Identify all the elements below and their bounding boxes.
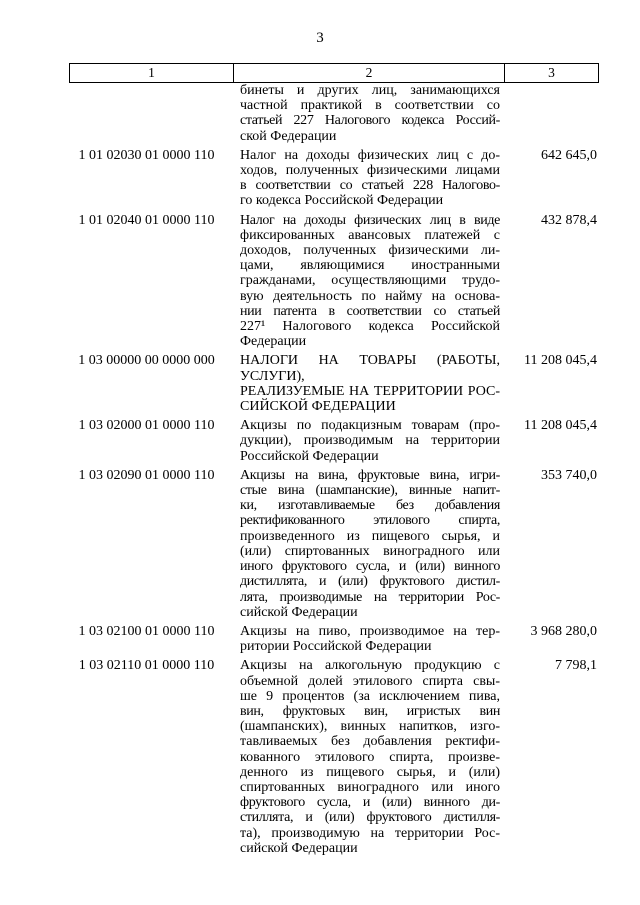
budget-code: 1 01 02040 01 0000 110 xyxy=(78,212,215,228)
description-line: гражданами, осуществляющими трудо- xyxy=(240,273,500,289)
amount-value: 642 645,0 xyxy=(541,147,597,163)
description-line: НАЛОГИ НА ТОВАРЫ (РАБОТЫ, УСЛУГИ), xyxy=(240,353,500,384)
income-description xyxy=(232,418,503,464)
description-line: Налог на доходы физических лиц в виде xyxy=(240,212,500,228)
description-line: (шампанских), винных напитков, изго- xyxy=(240,719,500,735)
description-line: фиксированных авансовых платежей с xyxy=(240,227,500,243)
table-row xyxy=(69,658,599,856)
description-line: го кодекса Российской Федерации xyxy=(240,193,444,209)
budget-code: 1 03 02110 01 0000 110 xyxy=(78,658,215,674)
description-line: стиллята, и (или) фруктового дистилля- xyxy=(240,810,500,826)
description-line: цами, являющимися иностранными xyxy=(240,258,500,274)
description-line: СИЙСКОЙ ФЕДЕРАЦИИ xyxy=(240,399,396,415)
description-line: кованного этилового спирта, произве- xyxy=(240,749,500,765)
budget-code: 1 03 02000 01 0000 110 xyxy=(78,418,215,434)
description-line: частной практикой в соответствии со xyxy=(240,98,500,114)
table-row xyxy=(69,213,599,350)
amount-value: 3 968 280,0 xyxy=(530,623,597,639)
amount-value: 353 740,0 xyxy=(541,467,597,483)
budget-code: 1 03 02100 01 0000 110 xyxy=(78,623,215,639)
description-line: вую деятельность по найму на основа- xyxy=(240,288,500,304)
budget-code: 1 03 02090 01 0000 110 xyxy=(78,467,215,483)
description-line: (или) спиртованных виноградного или xyxy=(240,543,500,559)
column-header-2: 2 xyxy=(234,64,505,82)
description-line: Налог на доходы физических лиц с до- xyxy=(240,147,500,163)
description-line: бинеты и других лиц, занимающихся xyxy=(240,83,500,98)
description-line: статьей 227 Налогового кодекса Россий- xyxy=(240,113,500,129)
description-line: вин, фруктовых вин, игристых вин xyxy=(240,703,500,719)
table-row xyxy=(69,624,599,654)
description-line: сийской Федерации xyxy=(240,604,358,620)
description-line: фруктового сусла, и (или) винного ди- xyxy=(240,795,500,811)
column-header-3: 3 xyxy=(548,65,555,80)
amount-value: 7 798,1 xyxy=(555,658,597,674)
description-line: ше 9 процентов (за исключением пива, xyxy=(240,688,500,704)
description-line: дукции), производимым на территории xyxy=(240,433,500,449)
amount-value: 11 208 045,4 xyxy=(524,418,597,434)
description-line: Российской Федерации xyxy=(240,448,379,464)
description-line: РЕАЛИЗУЕМЫЕ НА ТЕРРИТОРИИ РОС- xyxy=(240,383,500,399)
table-row xyxy=(69,418,599,464)
description-line: денного из пищевого сырья, и (или) xyxy=(240,764,500,780)
description-line: Акцизы на вина, фруктовые вина, игри- xyxy=(240,467,500,483)
income-description xyxy=(232,83,503,144)
amount-value: 432 878,4 xyxy=(541,212,597,228)
description-line: спиртованных виноградного или иного xyxy=(240,779,500,795)
description-line: сийской Федерации xyxy=(240,840,358,856)
description-line: ки, изготавливаемые без добавления xyxy=(240,498,500,514)
description-line: ритории Российской Федерации xyxy=(240,639,432,655)
income-description xyxy=(232,148,503,209)
description-line: тавливаемых без добавления ректифи- xyxy=(240,734,500,750)
description-line: произведенного из пищевого сырья, и xyxy=(240,528,500,544)
description-line: нии патента в соответствии со статьей xyxy=(240,303,500,319)
column-header-1: 1 xyxy=(70,64,234,82)
income-description xyxy=(232,213,503,350)
income-description xyxy=(232,353,503,414)
description-line: Акцизы на алкогольную продукцию с xyxy=(240,658,500,674)
description-line: стые вина (шампанские), винные напит- xyxy=(240,483,500,499)
description-line: та), производимую на территории Рос- xyxy=(240,825,500,841)
description-line: Федерации xyxy=(240,334,307,350)
table-row xyxy=(69,468,599,620)
description-line: дистиллята, и (или) фруктового дистил- xyxy=(240,574,500,590)
income-description xyxy=(232,658,503,856)
description-line: лята, производимые на территории Рос- xyxy=(240,589,500,605)
description-line: Акцизы на пиво, производимое на тер- xyxy=(240,623,500,639)
table-row xyxy=(69,353,599,414)
amount-value xyxy=(503,83,599,144)
description-line: Акцизы по подакцизным товарам (про- xyxy=(240,418,500,434)
table-header-row xyxy=(69,63,599,83)
description-line: объемной долей этилового спирта свы- xyxy=(240,673,500,689)
income-description xyxy=(232,468,503,620)
amount-value: 11 208 045,4 xyxy=(524,353,597,369)
description-line: ходов, полученных физическими лицами xyxy=(240,163,500,179)
budget-code: 1 01 02030 01 0000 110 xyxy=(78,147,215,163)
description-line: ректификованного этилового спирта, xyxy=(240,513,500,529)
budget-code: 1 03 00000 00 0000 000 xyxy=(78,353,215,369)
description-line: доходов, полученных физическими ли- xyxy=(240,243,500,259)
page-number: 3 xyxy=(316,30,324,46)
table-row xyxy=(69,148,599,209)
table-body xyxy=(69,83,599,860)
description-line: в соответствии со статьей 228 Налогово- xyxy=(240,178,500,194)
table-row xyxy=(69,83,599,144)
description-line: ской Федерации xyxy=(240,128,337,144)
budget-code xyxy=(69,83,232,144)
description-line: 227¹ Налогового кодекса Российской xyxy=(240,319,500,335)
income-description xyxy=(232,624,503,654)
description-line: иного фруктового сусла, и (или) винного xyxy=(240,559,500,575)
